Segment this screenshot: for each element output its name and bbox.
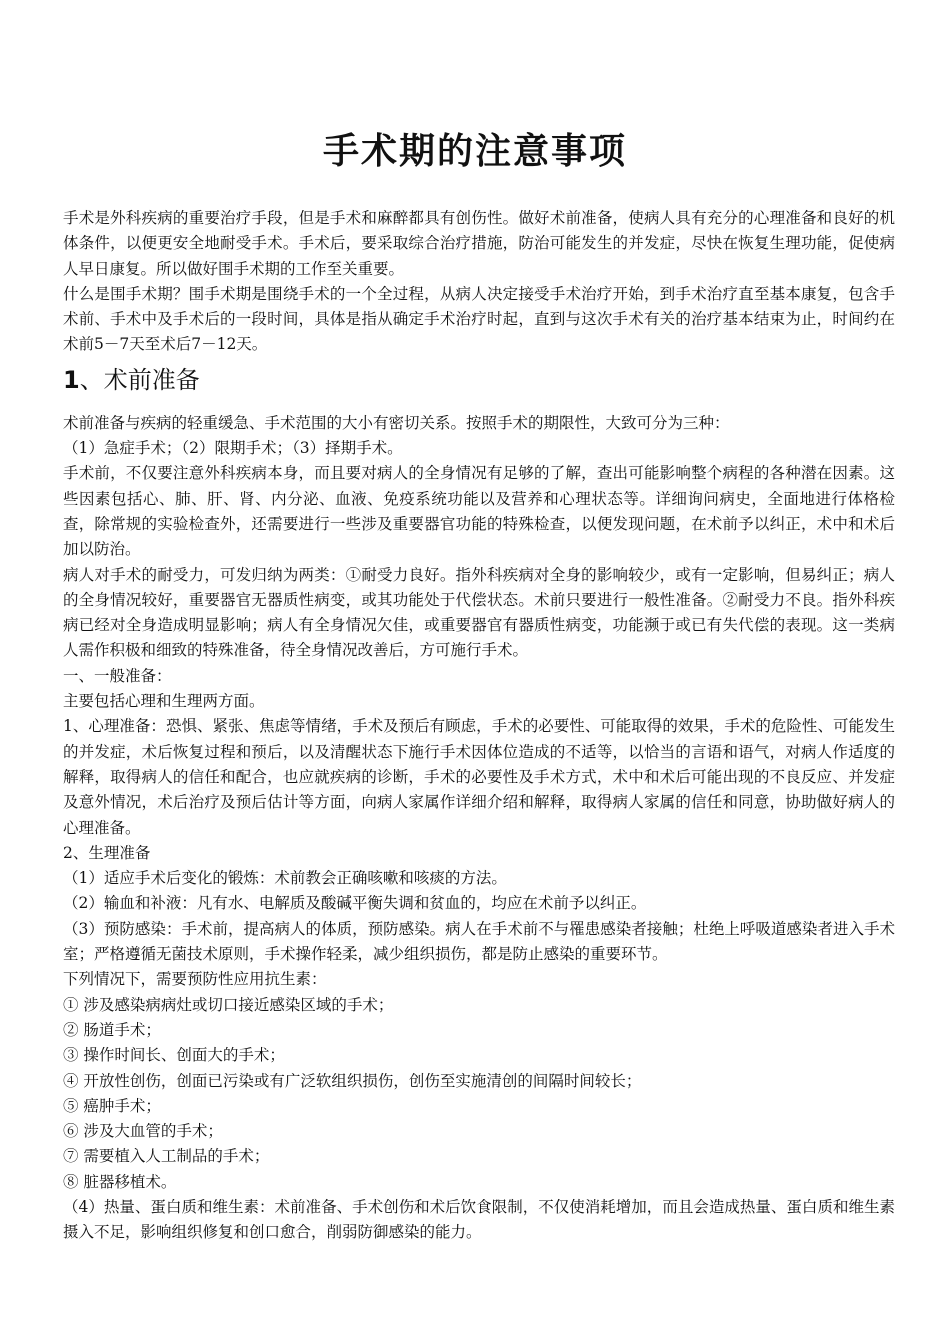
section-paragraph: 主要包括心理和生理两方面。 [63,692,265,711]
section-number: 1 [63,365,80,394]
section-heading [63,362,895,398]
prep-item: （3）预防感染：手术前，提高病人的体质，预防感染。病人在手术前不与罹患感染者接触；杜绝上呼吸道感染者进入手术室；严格遵循无菌技术原则，手术操作轻柔，减少组织损伤，都是防止感染的重要环节。 [63,919,895,964]
prep-item: （1）适应手术后变化的锻炼：术前教会正确咳嗽和咳痰的方法。 [63,869,507,888]
list-item: ⑥ 涉及大血管的手术； [63,1122,223,1141]
prep-item: （4）热量、蛋白质和维生素：术前准备、手术创伤和术后饮食限制，不仅使消耗增加，而且会造成热量、蛋白质和维生素摄入不足，影响组织修复和创口愈合，削弱防御感染的能力。 [63,1197,895,1242]
intro-paragraph-1: 手术是外科疾病的重要治疗手段，但是手术和麻醉都具有创伤性。做好术前准备，使病人具有充分的心理准备和良好的机体条件，以便更安全地耐受手术。手术后，要采取综合治疗措施，防治可能发生的并发症，尽快在恢复生理功能，促使病人早日康复。所以做好围手术期的工作至关重要。 [63,209,895,278]
section-paragraph: 术前准备与疾病的轻重缓急、手术范围的大小有密切关系。按照手术的期限性，大致可分为三种： [63,413,730,432]
list-item: ② 肠道手术； [63,1020,161,1039]
section-paragraph: 病人对手术的耐受力，可发归纳为两类：①耐受力良好。指外科疾病对全身的影响较少，或有一定影响，但易纠正；病人的全身情况较好，重要器官无器质性病变，或其功能处于代偿状态。术前只要进行一般性准备。②耐受力不良。指外科疾病已经对全身造成明显影响；病人有全身情况欠佳，或重要器官有器质性病变，功能濒于或已有失代偿的表现。这一类病人需作积极和细致的特殊准备，待全身情况改善后，方可施行手术。 [63,565,895,660]
document-body [63,206,895,1246]
surgery-types: （1）急症手术；（2）限期手术；（3）择期手术。 [63,439,403,458]
prep-item: （2）输血和补液：凡有水、电解质及酸碱平衡失调和贫血的，均应在术前予以纠正。 [63,894,647,913]
list-item: ④ 开放性创伤，创面已污染或有广泛软组织损伤，创伤至实施清创的间隔时间较长； [63,1071,642,1090]
document-title: 手术期的注意事项 [322,131,627,172]
intro-paragraph-2: 什么是围手术期？围手术期是围绕手术的一个全过程，从病人决定接受手术治疗开始，到手术治疗直至基本康复，包含手术前、手术中及手术后的一段时间，具体是指从确定手术治疗时起，直到与这次手术有关的治疗基本结束为止，时间约在术前5－7天至术后7－12天。 [63,284,895,354]
antibiotic-intro: 下列情况下，需要预防性应用抗生素： [63,970,327,989]
list-item: ③ 操作时间长、创面大的手术； [63,1046,285,1065]
list-item: ⑤ 癌肿手术； [63,1096,161,1115]
subheading-general-prep: 一、一般准备： [63,666,172,685]
subheading-physiological-prep: 2、生理准备 [63,843,151,862]
list-item: ① 涉及感染病病灶或切口接近感染区域的手术； [63,995,394,1014]
list-item: ⑦ 需要植入人工制品的手术； [63,1147,270,1166]
section-heading-text: 、术前准备 [79,365,200,394]
list-item: ⑧ 脏器移植术。 [63,1172,177,1191]
psychological-prep-paragraph: 1、心理准备：恐惧、紧张、焦虑等情绪，手术及预后有顾虑，手术的必要性、可能取得的效果，手术的危险性、可能发生的并发症，术后恢复过程和预后，以及清醒状态下施行手术因体位造成的不适等，以恰当的言语和语气，对病人作适度的解释，取得病人的信任和配合，也应就疾病的诊断，手术的必要性及手术方式，术中和术后可能出现的不良反应、并发症及意外情况，术后治疗及预后估计等方面，向病人家属作详细介绍和解释，取得病人家属的信任和同意，协助做好病人的心理准备。 [63,717,895,837]
section-paragraph: 手术前，不仅要注意外科疾病本身，而且要对病人的全身情况有足够的了解，查出可能影响整个病程的各种潜在因素。这些因素包括心、肺、肝、肾、内分泌、血液、免疫系统功能以及营养和心理状态等。详细询问病史，全面地进行体格检查，除常规的实验检查外，还需要进行一些涉及重要器官功能的特殊检查，以便发现问题，在术前予以纠正，术中和术后加以防治。 [63,464,895,559]
